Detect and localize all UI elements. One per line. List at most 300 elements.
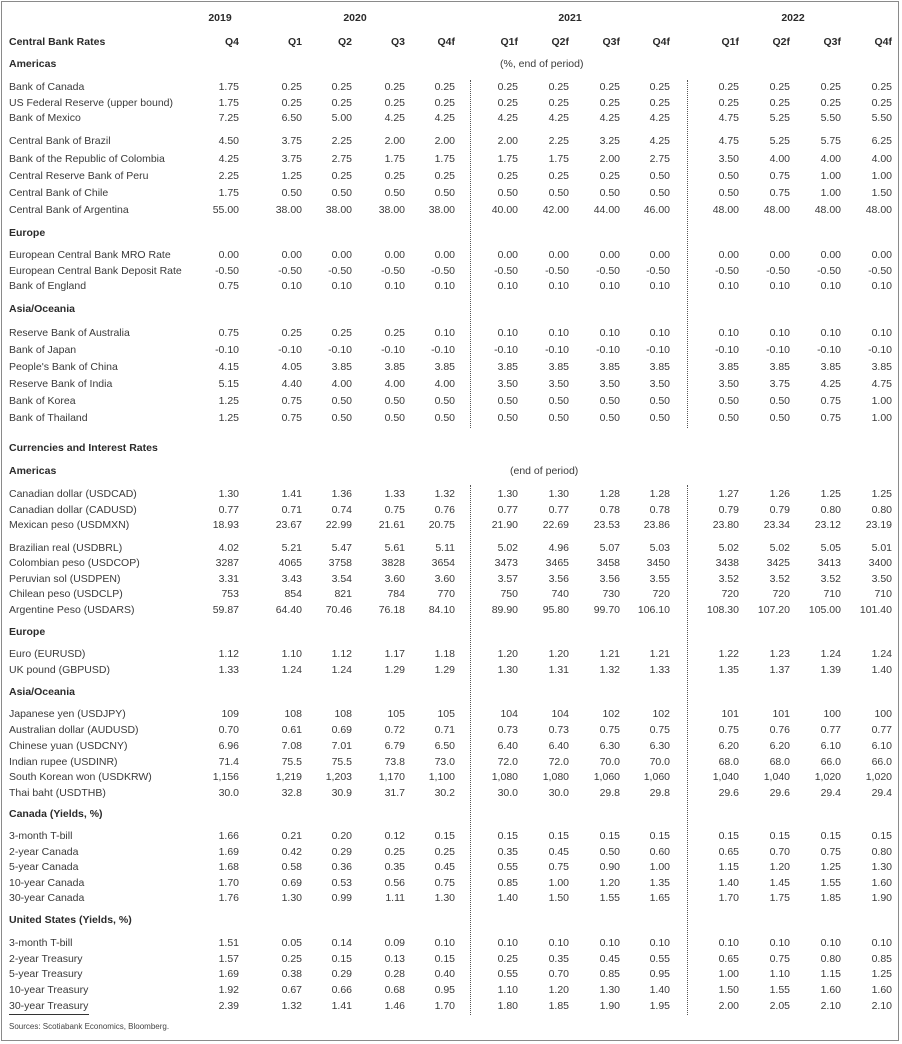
cell-value: 0.73 xyxy=(497,724,518,736)
cell-value: 0.80 xyxy=(820,953,841,965)
cell-value: 100 xyxy=(874,708,892,720)
row-label: 3-month T-bill xyxy=(9,830,73,842)
cell-value: 0.25 xyxy=(331,170,352,182)
cell-value: 0.29 xyxy=(331,846,352,858)
cell-value: 3425 xyxy=(766,557,790,569)
cell-value: 75.5 xyxy=(281,756,302,768)
cell-value: 0.10 xyxy=(871,327,892,339)
table-row xyxy=(0,786,902,801)
cell-value: 1.23 xyxy=(769,648,790,660)
cell-value: 0.77 xyxy=(548,504,569,516)
cell-value: 22.99 xyxy=(325,519,352,531)
cell-value: 3.85 xyxy=(599,361,620,373)
cell-value: 3.75 xyxy=(769,378,790,390)
table-row xyxy=(0,169,902,184)
row-label: Central Bank of Argentina xyxy=(9,204,129,216)
cell-value: 7.25 xyxy=(218,112,239,124)
row-label: US Federal Reserve (upper bound) xyxy=(9,97,174,109)
cell-value: 1.00 xyxy=(871,412,892,424)
cell-value: 6.40 xyxy=(497,740,518,752)
cell-value: 0.77 xyxy=(497,504,518,516)
table-row xyxy=(0,723,902,738)
cell-value: 1.24 xyxy=(871,648,892,660)
cell-value: 2.75 xyxy=(331,153,352,165)
cell-value: 3.57 xyxy=(497,573,518,585)
cell-value: 1.24 xyxy=(281,664,302,676)
cell-value: 1.25 xyxy=(820,488,841,500)
cell-value: 0.45 xyxy=(434,861,455,873)
cell-value: 1.65 xyxy=(649,892,670,904)
cell-value: 3458 xyxy=(596,557,620,569)
cell-value: -0.10 xyxy=(381,344,405,356)
cell-value: 1.75 xyxy=(548,153,569,165)
cell-value: 1.39 xyxy=(820,664,841,676)
cell-value: 6.96 xyxy=(218,740,239,752)
cell-value: 0.10 xyxy=(599,327,620,339)
cell-value: 31.7 xyxy=(384,787,405,799)
cell-value: 1.35 xyxy=(649,877,670,889)
quarter-label: Q1 xyxy=(287,36,302,48)
cell-value: 0.25 xyxy=(548,97,569,109)
section-header: Europe xyxy=(9,626,46,638)
cell-value: 46.00 xyxy=(643,204,670,216)
row-label: Bank of England xyxy=(9,280,87,292)
unit-note: (%, end of period) xyxy=(500,58,584,70)
cell-value: 109 xyxy=(221,708,239,720)
cell-value: 6.10 xyxy=(820,740,841,752)
cell-value: 3450 xyxy=(646,557,670,569)
cell-value: 1.85 xyxy=(820,892,841,904)
cell-value: 0.15 xyxy=(871,830,892,842)
cell-value: 1.75 xyxy=(218,81,239,93)
cell-value: -0.50 xyxy=(868,265,892,277)
cell-value: 104 xyxy=(551,708,569,720)
cell-value: 0.10 xyxy=(331,280,352,292)
cell-value: 0.70 xyxy=(218,724,239,736)
cell-value: 3.85 xyxy=(871,361,892,373)
table-row xyxy=(0,203,902,218)
cell-value: 0.42 xyxy=(281,846,302,858)
cell-value: 1.40 xyxy=(871,664,892,676)
cell-value: 0.25 xyxy=(434,846,455,858)
cell-value: 105 xyxy=(387,708,405,720)
cell-value: 1.28 xyxy=(599,488,620,500)
cell-value: 5.01 xyxy=(871,542,892,554)
table-row xyxy=(0,360,902,375)
cell-value: 5.02 xyxy=(718,542,739,554)
cell-value: 29.4 xyxy=(820,787,841,799)
cell-value: 3.85 xyxy=(820,361,841,373)
cell-value: 4.25 xyxy=(649,112,670,124)
cell-value: 0.25 xyxy=(384,97,405,109)
cell-value: 1.33 xyxy=(384,488,405,500)
cell-value: 1.70 xyxy=(718,892,739,904)
cell-value: 1.50 xyxy=(871,187,892,199)
cell-value: 1.11 xyxy=(385,892,405,904)
cell-value: 784 xyxy=(387,588,405,600)
cell-value: 0.10 xyxy=(649,280,670,292)
cell-value: 6.10 xyxy=(871,740,892,752)
cell-value: 6.50 xyxy=(281,112,302,124)
cell-value: 0.74 xyxy=(331,504,352,516)
cell-value: 1.29 xyxy=(384,664,405,676)
cell-value: 0.14 xyxy=(331,937,352,949)
table-row xyxy=(0,603,902,618)
cell-value: 2.75 xyxy=(649,153,670,165)
cell-value: 0.10 xyxy=(718,327,739,339)
cell-value: 0.15 xyxy=(718,830,739,842)
cell-value: 0.76 xyxy=(434,504,455,516)
table-row xyxy=(0,80,902,95)
cell-value: 42.00 xyxy=(542,204,569,216)
section-header: Americas xyxy=(9,58,57,70)
cell-value: 1.25 xyxy=(871,488,892,500)
cell-value: 21.61 xyxy=(378,519,405,531)
cell-value: 0.75 xyxy=(769,953,790,965)
cell-value: 3.85 xyxy=(548,361,569,373)
cell-value: 1.12 xyxy=(331,648,352,660)
cell-value: 0.09 xyxy=(384,937,405,949)
cell-value: 23.80 xyxy=(712,519,739,531)
cell-value: 0.15 xyxy=(649,830,670,842)
row-label: European Central Bank Deposit Rate xyxy=(9,265,182,277)
cell-value: -0.50 xyxy=(715,265,739,277)
cell-value: 0.10 xyxy=(769,280,790,292)
cell-value: 1.75 xyxy=(497,153,518,165)
cell-value: -0.10 xyxy=(715,344,739,356)
row-label: 3-month T-bill xyxy=(9,937,73,949)
cell-value: 0.75 xyxy=(384,504,405,516)
cell-value: 0.77 xyxy=(218,504,239,516)
section-header: Asia/Oceania xyxy=(9,303,75,315)
cell-value: 5.02 xyxy=(497,542,518,554)
cell-value: 3.50 xyxy=(649,378,670,390)
cell-value: 1.12 xyxy=(218,648,239,660)
cell-value: 1.30 xyxy=(497,488,518,500)
cell-value: 0.25 xyxy=(769,81,790,93)
cell-value: 0.10 xyxy=(497,280,518,292)
cell-value: 0.25 xyxy=(871,81,892,93)
row-label: Indian rupee (USDINR) xyxy=(9,756,118,768)
cell-value: 1.60 xyxy=(871,877,892,889)
cell-value: 0.10 xyxy=(769,327,790,339)
cell-value: -0.10 xyxy=(646,344,670,356)
row-label: 30-year Canada xyxy=(9,892,85,904)
cell-value: 3413 xyxy=(817,557,841,569)
cell-value: 48.00 xyxy=(712,204,739,216)
cell-value: 4.00 xyxy=(434,378,455,390)
cell-value: 1.24 xyxy=(820,648,841,660)
cell-value: 1.21 xyxy=(649,648,670,660)
cell-value: 0.25 xyxy=(599,170,620,182)
cell-value: 3.60 xyxy=(384,573,405,585)
cell-value: 0.25 xyxy=(497,81,518,93)
cell-value: 5.02 xyxy=(769,542,790,554)
cell-value: 0.85 xyxy=(497,877,518,889)
cell-value: 0.25 xyxy=(384,170,405,182)
cell-value: 5.15 xyxy=(218,378,239,390)
cell-value: 5.21 xyxy=(281,542,302,554)
cell-value: 0.50 xyxy=(548,395,569,407)
cell-value: 1.68 xyxy=(218,861,239,873)
cell-value: 3.56 xyxy=(548,573,569,585)
cell-value: 1.75 xyxy=(769,892,790,904)
cell-value: 0.10 xyxy=(599,937,620,949)
cell-value: 1,100 xyxy=(428,771,455,783)
cell-value: 1.40 xyxy=(649,984,670,996)
cell-value: 0.71 xyxy=(434,724,455,736)
table-row xyxy=(0,876,902,891)
cell-value: 89.90 xyxy=(491,604,518,616)
cell-value: 0.75 xyxy=(281,412,302,424)
table-row xyxy=(0,647,902,662)
cell-value: 2.25 xyxy=(218,170,239,182)
cell-value: 23.12 xyxy=(814,519,841,531)
cell-value: 0.79 xyxy=(718,504,739,516)
table-row xyxy=(0,572,902,587)
cell-value: 4.00 xyxy=(820,153,841,165)
cell-value: 29.6 xyxy=(769,787,790,799)
cell-value: 38.00 xyxy=(428,204,455,216)
cell-value: 4.75 xyxy=(718,135,739,147)
cell-value: 0.40 xyxy=(434,968,455,980)
cell-value: 102 xyxy=(602,708,620,720)
table-row xyxy=(0,587,902,602)
cell-value: 0.00 xyxy=(434,249,455,261)
cell-value: 2.00 xyxy=(718,1000,739,1012)
cell-value: 1.31 xyxy=(548,664,569,676)
row-label: Australian dollar (AUDUSD) xyxy=(9,724,139,736)
cell-value: -0.10 xyxy=(278,344,302,356)
row-label: 30-year Treasury xyxy=(9,1000,89,1012)
cell-value: 0.50 xyxy=(599,846,620,858)
table-row xyxy=(0,326,902,341)
cell-value: 7.01 xyxy=(331,740,352,752)
cell-value: 3.75 xyxy=(281,153,302,165)
cell-value: -0.50 xyxy=(766,265,790,277)
cell-value: 3.50 xyxy=(599,378,620,390)
cell-value: 0.65 xyxy=(718,953,739,965)
cell-value: 1.26 xyxy=(769,488,790,500)
cell-value: 1.20 xyxy=(548,648,569,660)
cell-value: 1.00 xyxy=(820,187,841,199)
cell-value: 5.25 xyxy=(769,112,790,124)
cell-value: 23.86 xyxy=(643,519,670,531)
cell-value: 1.40 xyxy=(718,877,739,889)
row-label: Reserve Bank of India xyxy=(9,378,113,390)
cell-value: 1.20 xyxy=(769,861,790,873)
row-label: 5-year Canada xyxy=(9,861,79,873)
cell-value: 0.10 xyxy=(718,937,739,949)
quarter-label: Q1f xyxy=(500,36,518,48)
cell-value: 1.60 xyxy=(871,984,892,996)
table-row xyxy=(0,936,902,951)
cell-value: 0.35 xyxy=(384,861,405,873)
cell-value: 4.50 xyxy=(218,135,239,147)
cell-value: 0.05 xyxy=(281,937,302,949)
section-header: United States (Yields, %) xyxy=(9,914,132,926)
cell-value: 0.15 xyxy=(820,830,841,842)
row-label: Colombian peso (USDCOP) xyxy=(9,557,140,569)
year-2019: 2019 xyxy=(208,12,232,24)
cell-value: 0.15 xyxy=(548,830,569,842)
cell-value: 0.99 xyxy=(331,892,352,904)
table-row xyxy=(0,860,902,875)
cell-value: 1.25 xyxy=(281,170,302,182)
cell-value: -0.50 xyxy=(328,265,352,277)
cell-value: 0.50 xyxy=(497,412,518,424)
cell-value: 3758 xyxy=(328,557,352,569)
cell-value: 23.67 xyxy=(275,519,302,531)
cell-value: 0.00 xyxy=(384,249,405,261)
cell-value: 0.50 xyxy=(769,395,790,407)
row-label: Brazilian real (USDBRL) xyxy=(9,542,123,554)
cell-value: 4.00 xyxy=(384,378,405,390)
cell-value: 1.46 xyxy=(384,1000,405,1012)
cell-value: 0.10 xyxy=(281,280,302,292)
cell-value: 0.25 xyxy=(820,97,841,109)
cell-value: 1.27 xyxy=(718,488,739,500)
cell-value: 3.50 xyxy=(497,378,518,390)
row-label: Bank of Korea xyxy=(9,395,76,407)
divider-2020-2021 xyxy=(470,80,471,428)
cell-value: 1.33 xyxy=(649,664,670,676)
cell-value: 0.36 xyxy=(331,861,352,873)
cell-value: 4.05 xyxy=(281,361,302,373)
cell-value: 1,040 xyxy=(712,771,739,783)
cell-value: 1.30 xyxy=(599,984,620,996)
cell-value: 100 xyxy=(823,708,841,720)
cell-value: 29.6 xyxy=(718,787,739,799)
divider-2020-2021-fx xyxy=(470,485,471,1015)
cell-value: 4.75 xyxy=(871,378,892,390)
cell-value: -0.50 xyxy=(646,265,670,277)
cell-value: 1.75 xyxy=(218,97,239,109)
cell-value: 5.75 xyxy=(820,135,841,147)
cell-value: 1.70 xyxy=(434,1000,455,1012)
cell-value: 73.8 xyxy=(384,756,405,768)
table-row xyxy=(0,134,902,149)
cell-value: 0.00 xyxy=(871,249,892,261)
cell-value: 4.75 xyxy=(718,112,739,124)
cell-value: 0.10 xyxy=(548,327,569,339)
cell-value: 55.00 xyxy=(212,204,239,216)
cell-value: 1.55 xyxy=(599,892,620,904)
row-label: 10-year Treasury xyxy=(9,984,89,996)
cell-value: 0.95 xyxy=(434,984,455,996)
cell-value: -0.50 xyxy=(545,265,569,277)
cell-value: 4.96 xyxy=(548,542,569,554)
cell-value: 0.75 xyxy=(718,724,739,736)
year-2020: 2020 xyxy=(343,12,367,24)
cell-value: 0.75 xyxy=(820,846,841,858)
cell-value: 99.70 xyxy=(593,604,620,616)
cell-value: 5.03 xyxy=(649,542,670,554)
row-label: Peruvian sol (USDPEN) xyxy=(9,573,121,585)
quarter-label: Q2 xyxy=(337,36,352,48)
cell-value: 48.00 xyxy=(865,204,892,216)
cell-value: 1.30 xyxy=(218,488,239,500)
cell-value: 3465 xyxy=(545,557,569,569)
cell-value: 0.10 xyxy=(548,280,569,292)
cell-value: 1.90 xyxy=(871,892,892,904)
cell-value: 3.85 xyxy=(649,361,670,373)
cell-value: 0.80 xyxy=(871,504,892,516)
cell-value: 0.45 xyxy=(599,953,620,965)
cell-value: 0.50 xyxy=(769,412,790,424)
cell-value: 4.25 xyxy=(434,112,455,124)
divider-2021-2022-fx xyxy=(687,485,688,1015)
cell-value: 1,020 xyxy=(865,771,892,783)
cell-value: 1.10 xyxy=(497,984,518,996)
table-row xyxy=(0,394,902,409)
cell-value: 1.30 xyxy=(497,664,518,676)
cell-value: 1.00 xyxy=(718,968,739,980)
cell-value: 750 xyxy=(500,588,518,600)
cell-value: 0.79 xyxy=(769,504,790,516)
cell-value: 0.69 xyxy=(331,724,352,736)
cell-value: 6.20 xyxy=(718,740,739,752)
cell-value: 5.25 xyxy=(769,135,790,147)
cell-value: 4.00 xyxy=(769,153,790,165)
cell-value: 1.50 xyxy=(548,892,569,904)
cell-value: 0.61 xyxy=(281,724,302,736)
row-label: Canadian dollar (USDCAD) xyxy=(9,488,137,500)
cell-value: 3.52 xyxy=(769,573,790,585)
cell-value: 3.60 xyxy=(434,573,455,585)
cell-value: 1.45 xyxy=(769,877,790,889)
cell-value: -0.50 xyxy=(431,265,455,277)
cell-value: 0.75 xyxy=(769,187,790,199)
cell-value: 3.85 xyxy=(769,361,790,373)
cell-value: 5.00 xyxy=(331,112,352,124)
cell-value: 0.85 xyxy=(871,953,892,965)
cell-value: 821 xyxy=(334,588,352,600)
cell-value: 4.40 xyxy=(281,378,302,390)
table-title: Central Bank Rates xyxy=(9,36,106,48)
cell-value: 0.45 xyxy=(548,846,569,858)
cell-value: 0.25 xyxy=(718,97,739,109)
cell-value: 3.54 xyxy=(331,573,352,585)
cell-value: 0.25 xyxy=(281,327,302,339)
cell-value: 0.50 xyxy=(434,412,455,424)
table-row xyxy=(0,186,902,201)
quarter-label: Q3 xyxy=(390,36,405,48)
cell-value: 0.10 xyxy=(497,937,518,949)
table-row xyxy=(0,739,902,754)
cell-value: 3.31 xyxy=(218,573,239,585)
cell-value: 0.70 xyxy=(769,846,790,858)
cell-value: 2.10 xyxy=(820,1000,841,1012)
cell-value: 2.00 xyxy=(497,135,518,147)
row-label: Chinese yuan (USDCNY) xyxy=(9,740,128,752)
cell-value: 44.00 xyxy=(593,204,620,216)
cell-value: 70.46 xyxy=(325,604,352,616)
cell-value: 0.25 xyxy=(384,846,405,858)
cell-value: 0.10 xyxy=(649,327,670,339)
year-2021: 2021 xyxy=(558,12,582,24)
cell-value: 23.34 xyxy=(763,519,790,531)
cell-value: 1.70 xyxy=(218,877,239,889)
cell-value: 0.50 xyxy=(497,395,518,407)
cell-value: 0.50 xyxy=(649,412,670,424)
cell-value: 2.00 xyxy=(384,135,405,147)
cell-value: 0.80 xyxy=(871,846,892,858)
cell-value: 101 xyxy=(721,708,739,720)
cell-value: 1.55 xyxy=(769,984,790,996)
cell-value: 5.50 xyxy=(820,112,841,124)
cell-value: 0.10 xyxy=(769,937,790,949)
